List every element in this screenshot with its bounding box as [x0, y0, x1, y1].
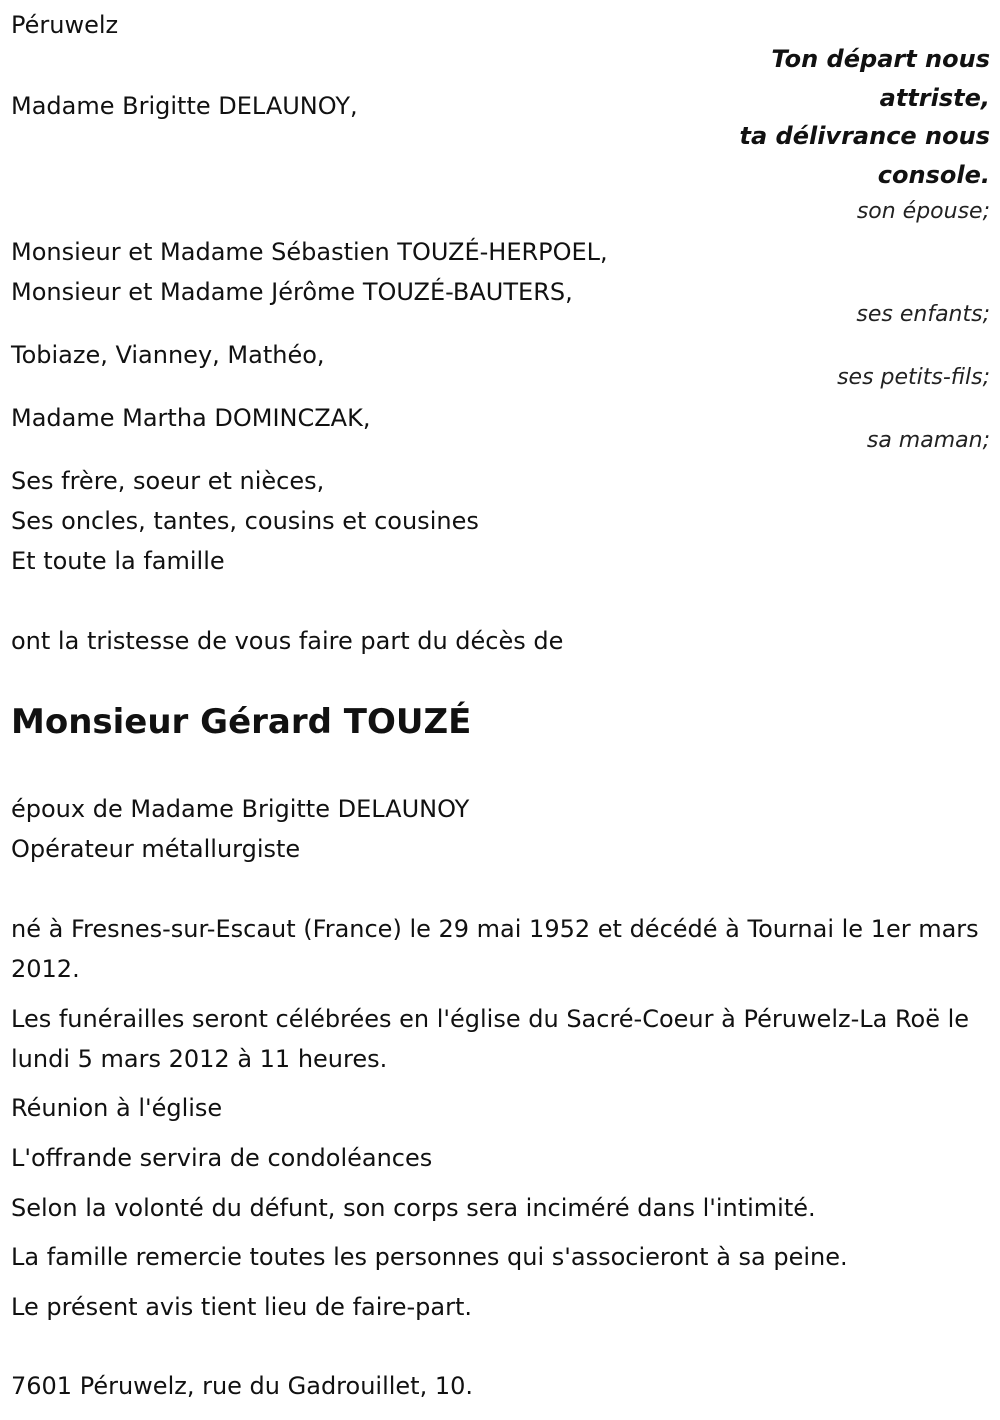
announcement-text: ont la tristesse de vous faire part du décès de — [11, 627, 564, 655]
funeral-text: Les funérailles seront célébrées en l'église du Sacré-Coeur à Péruwelz-La Roë le lundi 5 mars 2012 à 11 heures. — [11, 1005, 970, 1073]
deceased-spouse-line: époux de Madame Brigitte DELAUNOY — [11, 795, 470, 823]
family-address: 7601 Péruwelz, rue du Gadrouillet, 10. — [11, 1372, 474, 1400]
notice-text: Le présent avis tient lieu de faire-part. — [11, 1293, 473, 1321]
spouse-name: Madame Brigitte DELAUNOY, — [11, 92, 358, 120]
relatives-line: Et toute la famille — [11, 547, 225, 575]
birth-death-text: né à Fresnes-sur-Escaut (France) le 29 mai 1952 et décédé à Tournai le 1er mars 2012. — [11, 915, 979, 983]
quote-line: attriste, — [879, 83, 990, 112]
quote-line: Ton départ nous — [771, 45, 990, 73]
cremation-text: Selon la volonté du défunt, son corps sera inciméré dans l'intimité. — [11, 1194, 816, 1222]
relatives-line: Ses frère, soeur et nièces, — [11, 467, 325, 495]
grandchildren-role: ses petits-fils; — [837, 365, 990, 390]
mother-name: Madame Martha DOMINCZAK, — [11, 404, 371, 432]
grandchildren-names: Tobiaze, Vianney, Mathéo, — [11, 341, 325, 369]
quote-line: ta délivrance nous — [739, 122, 990, 150]
child-couple: Monsieur et Madame Sébastien TOUZÉ-HERPOEL, — [11, 238, 608, 266]
quote-line: console. — [877, 160, 990, 189]
deceased-profession: Opérateur métallurgiste — [11, 835, 301, 863]
meeting-text: Réunion à l'église — [11, 1094, 223, 1122]
mother-role: sa maman; — [866, 428, 990, 453]
memorial-quote — [660, 40, 990, 194]
deceased-name: Monsieur Gérard TOUZÉ — [11, 702, 472, 742]
children-role: ses enfants; — [856, 302, 990, 327]
child-couple: Monsieur et Madame Jérôme TOUZÉ-BAUTERS, — [11, 278, 573, 306]
spouse-role: son épouse; — [856, 199, 990, 224]
relatives-line: Ses oncles, tantes, cousins et cousines — [11, 507, 479, 535]
thanks-text: La famille remercie toutes les personnes qui s'associeront à sa peine. — [11, 1243, 848, 1271]
city-header: Péruwelz — [11, 11, 119, 39]
offering-text: L'offrande servira de condoléances — [11, 1144, 433, 1172]
